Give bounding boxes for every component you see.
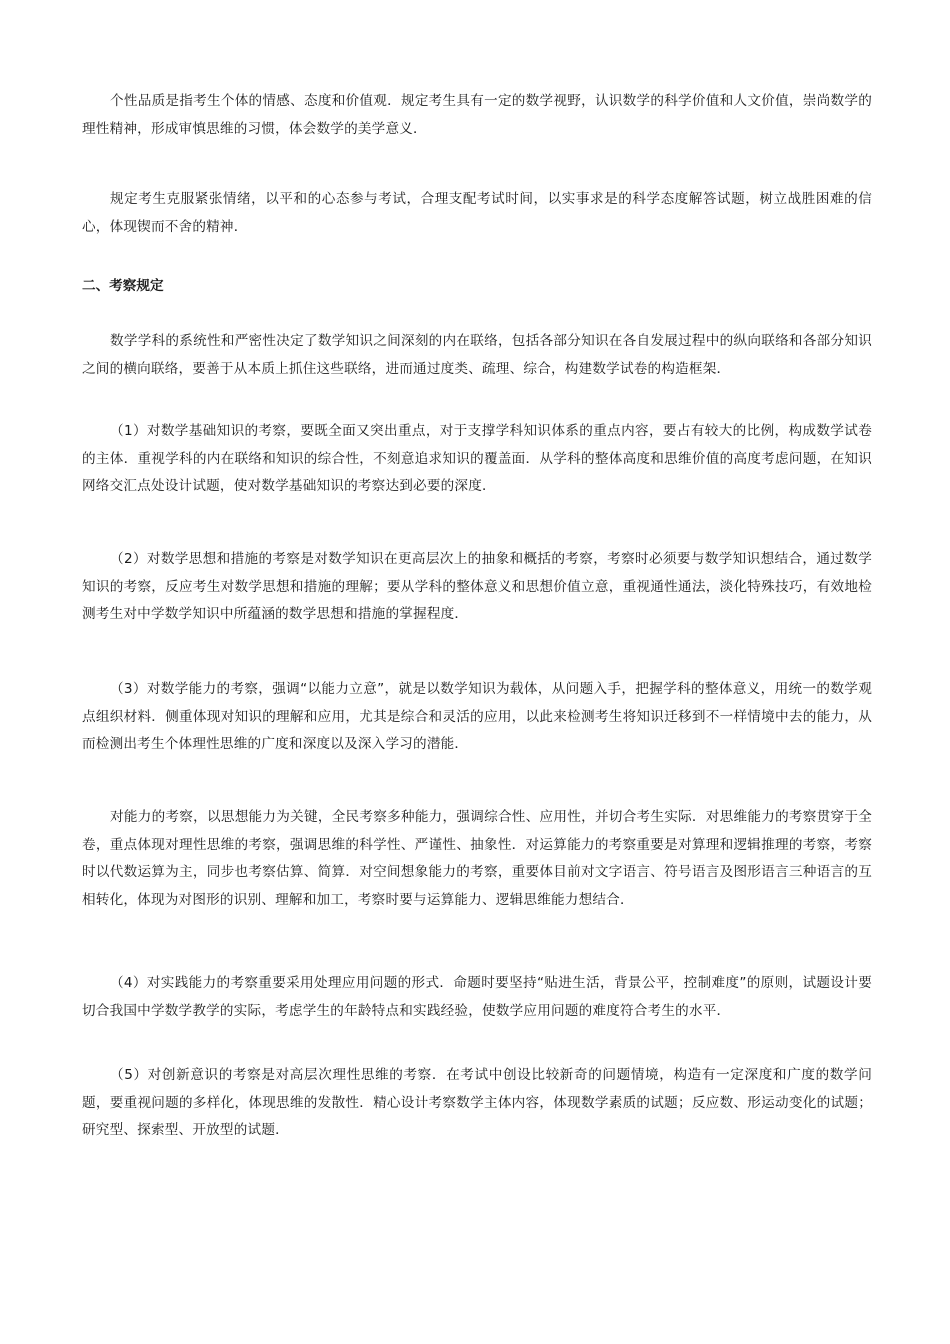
section-heading: 二、考察规定 xyxy=(82,278,164,294)
paragraph-knowledge-structure: 数学学科的系统性和严密性决定了数学知识之间深刻的内在联络，包括各部分知识在各自发展过程中的纵向联络和各部分知识之间的横向联络，要善于从本质上抓住这些联络，进而通过度类、疏理、综合，构建数学试卷的构造框架． xyxy=(82,333,872,377)
paragraph-exam-attitude: 规定考生克服紧张情绪，以平和的心态参与考试，合理支配考试时间，以实事求是的科学态度解答试题，树立战胜困难的信心，体现锲而不舍的精神． xyxy=(82,191,872,235)
paragraph-item-1: （1）对数学基础知识的考察，要既全面又突出重点，对于支撑学科知识体系的重点内容，要占有较大的比例，构成数学试卷的主体．重视学科的内在联络和知识的综合性，不刻意追求知识的覆盖面．从学科的整体高度和思维价值的高度考虑问题，在知识网络交汇点处设计试题，使对数学基础知识的考察达到必要的深度． xyxy=(82,423,872,494)
paragraph-item-3: （3）对数学能力的考察，强调“以能力立意”，就是以数学知识为载体，从问题入手，把握学科的整体意义，用统一的数学观点组织材料．侧重体现对知识的理解和应用，尤其是综合和灵活的应用，以此来检测考生将知识迁移到不一样情境中去的能力，从而检测出考生个体理性思维的广度和深度以及深入学习的潜能． xyxy=(82,681,872,752)
paragraph-item-4: （4）对实践能力的考察重要采用处理应用问题的形式．命题时要坚持“贴进生活，背景公平，控制难度”的原则，试题设计要切合我国中学数学教学的实际，考虑学生的年龄特点和实践经验，使数学应用问题的难度符合考生的水平． xyxy=(82,975,872,1019)
paragraph-personal-quality: 个性品质是指考生个体的情感、态度和价值观．规定考生具有一定的数学视野，认识数学的科学价值和人文价值，崇尚数学的理性精神，形成审慎思维的习惯，体会数学的美学意义． xyxy=(82,93,872,137)
paragraph-item-5: （5）对创新意识的考察是对高层次理性思维的考察．在考试中创设比较新奇的问题情境，构造有一定深度和广度的数学问题，要重视问题的多样化，体现思维的发散性．精心设计考察数学主体内容，体现数学素质的试题；反应数、形运动变化的试题；研究型、探索型、开放型的试题． xyxy=(82,1067,872,1138)
paragraph-item-2: （2）对数学思想和措施的考察是对数学知识在更高层次上的抽象和概括的考察，考察时必须要与数学知识想结合，通过数学知识的考察，反应考生对数学思想和措施的理解；要从学科的整体意义和思想价值立意，重视通性通法，淡化特殊技巧，有效地检测考生对中学数学知识中所蕴涵的数学思想和措施的掌握程度． xyxy=(82,551,872,622)
paragraph-ability: 对能力的考察，以思想能力为关键，全民考察多种能力，强调综合性、应用性，并切合考生实际．对思维能力的考察贯穿于全卷，重点体现对理性思维的考察，强调思维的科学性、严谨性、抽象性．对运算能力的考察重要是对算理和逻辑推理的考察，考察时以代数运算为主，同步也考察估算、简算．对空间想象能力的考察，重要体目前对文字语言、符号语言及图形语言三种语言的互相转化，体现为对图形的识别、理解和加工，考察时要与运算能力、逻辑思维能力想结合． xyxy=(82,809,872,908)
